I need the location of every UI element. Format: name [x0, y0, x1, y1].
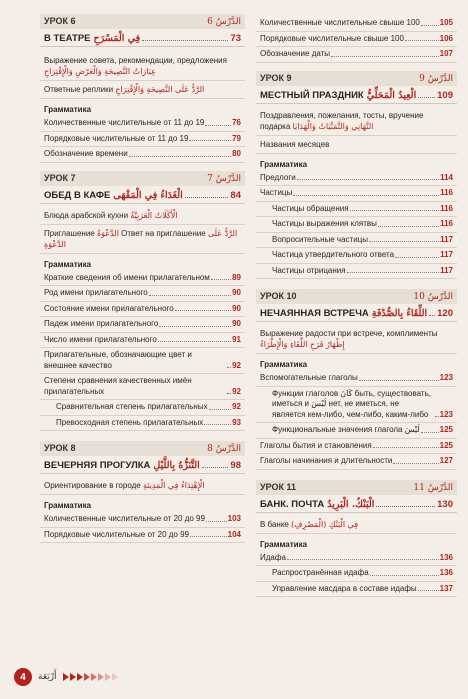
toc-entry[interactable]	[40, 116, 245, 132]
page-number: 123	[439, 373, 453, 382]
page-number: 120	[437, 308, 453, 319]
lesson-title-text: В ТЕАТРЕ	[44, 33, 91, 44]
entry-label: Порядковые числительные свыше 100	[260, 33, 404, 43]
page-number: 90	[232, 319, 241, 328]
page-number: 114	[440, 172, 453, 182]
topic	[40, 81, 245, 99]
entry-label: Количественные числительные от 20 до 99	[44, 514, 205, 523]
topic-text: В банке	[260, 519, 289, 529]
topic-text: Блюда арабской кухни	[44, 210, 129, 220]
lesson-number-arabic: الدَّرْسُ 9	[419, 73, 453, 84]
page-number: 76	[232, 118, 241, 127]
page-number: 107	[439, 49, 453, 58]
toc-entry[interactable]	[256, 371, 457, 387]
entry-label: Частицы обращения	[272, 203, 349, 213]
entry-label: Порядковые числительные от 20 до 99	[44, 529, 189, 539]
topic-text: Выражение радости при встрече, комплименты	[260, 329, 438, 338]
lesson-title-arabic: الْغَدَاءُ فِي الْمَقْهَى	[113, 189, 183, 201]
toc-entry[interactable]	[40, 512, 245, 528]
topic	[256, 136, 457, 154]
toc-entry[interactable]	[256, 439, 457, 455]
lesson-title-arabic: اللِّقَاءُ بِالصُّدْفَةِ	[371, 308, 428, 319]
toc-entry[interactable]	[256, 16, 457, 32]
entry-label: Управление масдара в составе идафы	[272, 583, 417, 593]
lesson-number-arabic: الدَّرْسُ 11	[413, 482, 453, 493]
grammar-heading: Грамматика	[44, 259, 92, 269]
topic-arabic: الدَّعْوَةُ	[96, 228, 119, 238]
lesson-number-arabic: الدَّرْسُ 6	[207, 17, 241, 27]
page-number: 117	[440, 234, 453, 244]
page-number: 92	[232, 402, 241, 411]
lesson-6-title[interactable]	[40, 29, 245, 47]
toc-entry[interactable]	[256, 248, 457, 264]
grammar-heading: Грамматика	[44, 501, 92, 510]
toc-entry[interactable]	[256, 264, 457, 280]
lesson-10-header	[256, 289, 457, 304]
entry-label: Количественные числительные свыше 100	[260, 18, 420, 27]
right-column	[256, 16, 457, 597]
topic-text: Названия месяцев	[260, 139, 330, 149]
toc-entry[interactable]	[256, 387, 457, 424]
entry-label: Прилагательные, обозначающие цвет и внешнее качество	[44, 350, 192, 370]
entry-label: Обозначение времени	[44, 149, 128, 158]
page-number: 98	[230, 460, 241, 471]
page-number: 116	[440, 188, 453, 197]
page-number: 130	[437, 498, 453, 510]
entry-label: Глаголы начинания и длительности	[260, 456, 393, 465]
lesson-7-header	[40, 171, 245, 186]
toc-entry[interactable]	[256, 47, 457, 63]
page-number-arabic: أَرْبَعَة	[38, 672, 57, 682]
page-number: 89	[232, 272, 241, 282]
entry-label: Число имени прилагательного	[44, 334, 157, 344]
lesson-9-title[interactable]	[256, 86, 457, 104]
topic	[40, 204, 245, 225]
page-number: 84	[230, 189, 241, 201]
lesson-title-arabic: الْبَنْكُ. الْبَرِيدُ	[327, 498, 375, 510]
topic-arabic: التَّهَانِي وَالتَّمَنِّيَاتُ وَالْهَدَايَا	[292, 121, 374, 131]
topic	[40, 474, 245, 495]
lesson-9-header	[256, 71, 457, 86]
lesson-title-arabic: التَّنَزُّهُ بِاللَّيْلِ	[153, 460, 200, 471]
topic-arabic: الْأَكَلَاتُ الْعَرَبِيَّةُ	[130, 210, 178, 220]
page-footer	[14, 668, 118, 686]
entry-label: Функциональные значения глагола لَيْسَ	[272, 425, 420, 434]
grammar-heading: Грамматика	[260, 539, 308, 549]
toc-entry[interactable]	[256, 582, 457, 598]
lesson-number: УРОК 7	[44, 172, 76, 183]
lesson-10-title[interactable]	[256, 304, 457, 322]
toc-entry[interactable]	[40, 333, 245, 349]
entry-label: Идафа	[260, 552, 286, 562]
lesson-number: УРОК 8	[44, 443, 76, 453]
lesson-number: УРОК 11	[260, 481, 296, 492]
toc-entry[interactable]	[40, 317, 245, 333]
entry-label: Порядковые числительные от 11 до 19	[44, 133, 189, 143]
topic-arabic: إِظْهَارُ فَرَحِ اللِّقَاءِ وَالْإِطْرَاءُ	[260, 340, 345, 349]
topic	[40, 225, 245, 254]
toc-entry[interactable]	[40, 416, 245, 432]
topic	[256, 322, 457, 354]
toc-entry[interactable]	[256, 202, 457, 218]
topic-arabic: عِبَارَاتُ النَّصِيحَةِ وَالْعَرْضِ وَالْإِقْتِرَاحِ	[44, 67, 156, 76]
page-number: 109	[437, 89, 453, 101]
topic	[40, 47, 245, 81]
grammar-heading: Грамматика	[44, 105, 92, 114]
page-number: 106	[439, 33, 453, 43]
page-number: 136	[439, 568, 453, 577]
page-number: 125	[439, 425, 453, 434]
lesson-number: УРОК 9	[260, 72, 292, 83]
page-number: 90	[232, 288, 241, 297]
entry-label: Частицы выражения клятвы	[272, 219, 377, 228]
entry-label: Превосходная степень прилагательных	[56, 417, 204, 427]
grammar-heading: Грамматика	[260, 159, 308, 169]
lesson-title-arabic: فِي الْمَسْرَحِ	[93, 33, 141, 44]
arrow-decoration-icon	[63, 673, 118, 681]
page-number: 136	[439, 552, 453, 562]
lesson-title-text: НЕЧАЯННАЯ ВСТРЕЧА	[260, 308, 369, 319]
entry-label: Частицы	[260, 188, 293, 197]
lesson-title-text: МЕСТНЫЙ ПРАЗДНИК	[260, 89, 364, 101]
lesson-8-header	[40, 441, 245, 456]
toc-entry[interactable]	[40, 271, 245, 287]
page-number: 73	[230, 33, 241, 44]
lesson-number-arabic: الدَّرْسُ 7	[207, 173, 241, 184]
toc-entry[interactable]	[256, 217, 457, 233]
page-number: 91	[232, 334, 241, 344]
page-number: 104	[227, 529, 241, 539]
toc-entry[interactable]	[256, 186, 457, 202]
entry-label: Вспомогательные глаголы	[260, 373, 358, 382]
toc-entry[interactable]	[40, 400, 245, 416]
toc-entry[interactable]	[40, 302, 245, 318]
page-number: 103	[227, 514, 241, 523]
page-number: 92	[232, 386, 241, 396]
topic-arabic: الرَّدُّ عَلَى الدَّعْوَةِ	[44, 228, 238, 249]
entry-label: Вопросительные частицы	[272, 234, 368, 244]
lesson-6-header	[40, 14, 245, 29]
lesson-title-text: ОБЕД В КАФЕ	[44, 189, 111, 201]
page-number: 117	[440, 250, 453, 259]
entry-label: Частица утвердительного ответа	[272, 250, 395, 259]
entry-label: Падеж имени прилагательного	[44, 319, 159, 328]
entry-label: Степени сравнения качественных имён прилагательных	[44, 376, 192, 396]
page-number: 137	[439, 583, 453, 593]
toc-entry[interactable]	[40, 528, 245, 544]
topic-text: Ответные реплики	[44, 85, 114, 94]
toc-entry[interactable]	[256, 423, 457, 439]
topic-text: Ориентирование в городе	[44, 481, 141, 490]
toc-entry[interactable]	[256, 233, 457, 249]
toc-entry[interactable]	[256, 32, 457, 48]
toc-entry[interactable]	[256, 551, 457, 567]
page-number: 116	[440, 219, 453, 228]
left-column	[40, 14, 245, 543]
topic	[256, 513, 457, 534]
page-number: 90	[232, 303, 241, 313]
page-number: 125	[439, 440, 453, 450]
lesson-number-arabic: الدَّرْسُ 8	[207, 444, 241, 454]
page-number: 117	[440, 265, 453, 275]
toc-entry[interactable]	[256, 171, 457, 187]
entry-label: Сравнительная степень прилагательных	[56, 402, 208, 411]
lesson-title-arabic: الْعِيدُ الْمَحَلِّيُّ	[366, 89, 417, 101]
topic-text: Выражение совета, рекомендации, предложения	[44, 56, 227, 65]
page-number: 80	[232, 149, 241, 158]
lesson-number-arabic: الدَّرْسُ 10	[413, 292, 453, 302]
entry-label: Род имени прилагательного	[44, 288, 148, 297]
page-number-badge: 4	[14, 668, 32, 686]
topic	[256, 104, 457, 136]
toc-entry[interactable]	[40, 348, 245, 374]
entry-label: Частицы отрицания	[272, 265, 346, 275]
page-number: 93	[232, 417, 241, 427]
toc-entry[interactable]	[40, 132, 245, 148]
lesson-number: УРОК 10	[260, 291, 297, 301]
grammar-heading: Грамматика	[260, 360, 308, 369]
entry-label: Состояние имени прилагательного	[44, 303, 174, 313]
toc-entry[interactable]	[40, 286, 245, 302]
page-number: 123	[439, 409, 453, 419]
topic-arabic: الرَّدُّ عَلَى النَّصِيحَةِ وَالْإِقْتِرَاحِ	[115, 85, 205, 94]
entry-label: Количественные числительные от 11 до 19	[44, 118, 205, 127]
toc-entry[interactable]	[40, 147, 245, 163]
lesson-8-title[interactable]	[40, 456, 245, 474]
topic-text: Ответ на приглашение	[121, 228, 206, 238]
page-number: 79	[232, 133, 241, 143]
lesson-7-title[interactable]	[40, 186, 245, 204]
toc-entry[interactable]	[256, 454, 457, 470]
lesson-title-text: БАНК. ПОЧТА	[260, 498, 325, 510]
entry-label: Распространённая идафа	[272, 568, 369, 577]
entry-label: Предлоги	[260, 172, 296, 182]
entry-label: Функции глаголов كَانَ быть, существовать, иметься и لَيْسَ нет, не иметься, не является кем-либо, чем-либо, каким-либо	[272, 388, 431, 419]
page-number: 116	[440, 203, 453, 213]
page-number: 105	[439, 18, 453, 27]
toc-entry[interactable]	[40, 374, 245, 400]
lesson-number: УРОК 6	[44, 16, 76, 26]
entry-label: Глаголы бытия и становления	[260, 440, 372, 450]
lesson-title-text: ВЕЧЕРНЯЯ ПРОГУЛКА	[44, 460, 151, 471]
entry-label: Краткие сведения об имени прилагательном	[44, 272, 210, 282]
topic-text: Приглашение	[44, 228, 95, 238]
entry-label: Обозначение даты	[260, 49, 331, 58]
page-number: 127	[439, 456, 453, 465]
lesson-11-title[interactable]	[256, 495, 457, 513]
lesson-11-header	[256, 480, 457, 495]
topic-arabic: الْإِهْتِدَاءُ فِي الْمَدِينَةِ	[142, 481, 205, 490]
page-number: 92	[232, 360, 241, 370]
topic-text: Поздравления, пожелания, тосты, вручение подарка	[260, 110, 424, 131]
toc-entry[interactable]	[256, 566, 457, 582]
topic-arabic: فِي الْبَنْكِ (الْمَصْرِفِ)	[291, 519, 359, 529]
